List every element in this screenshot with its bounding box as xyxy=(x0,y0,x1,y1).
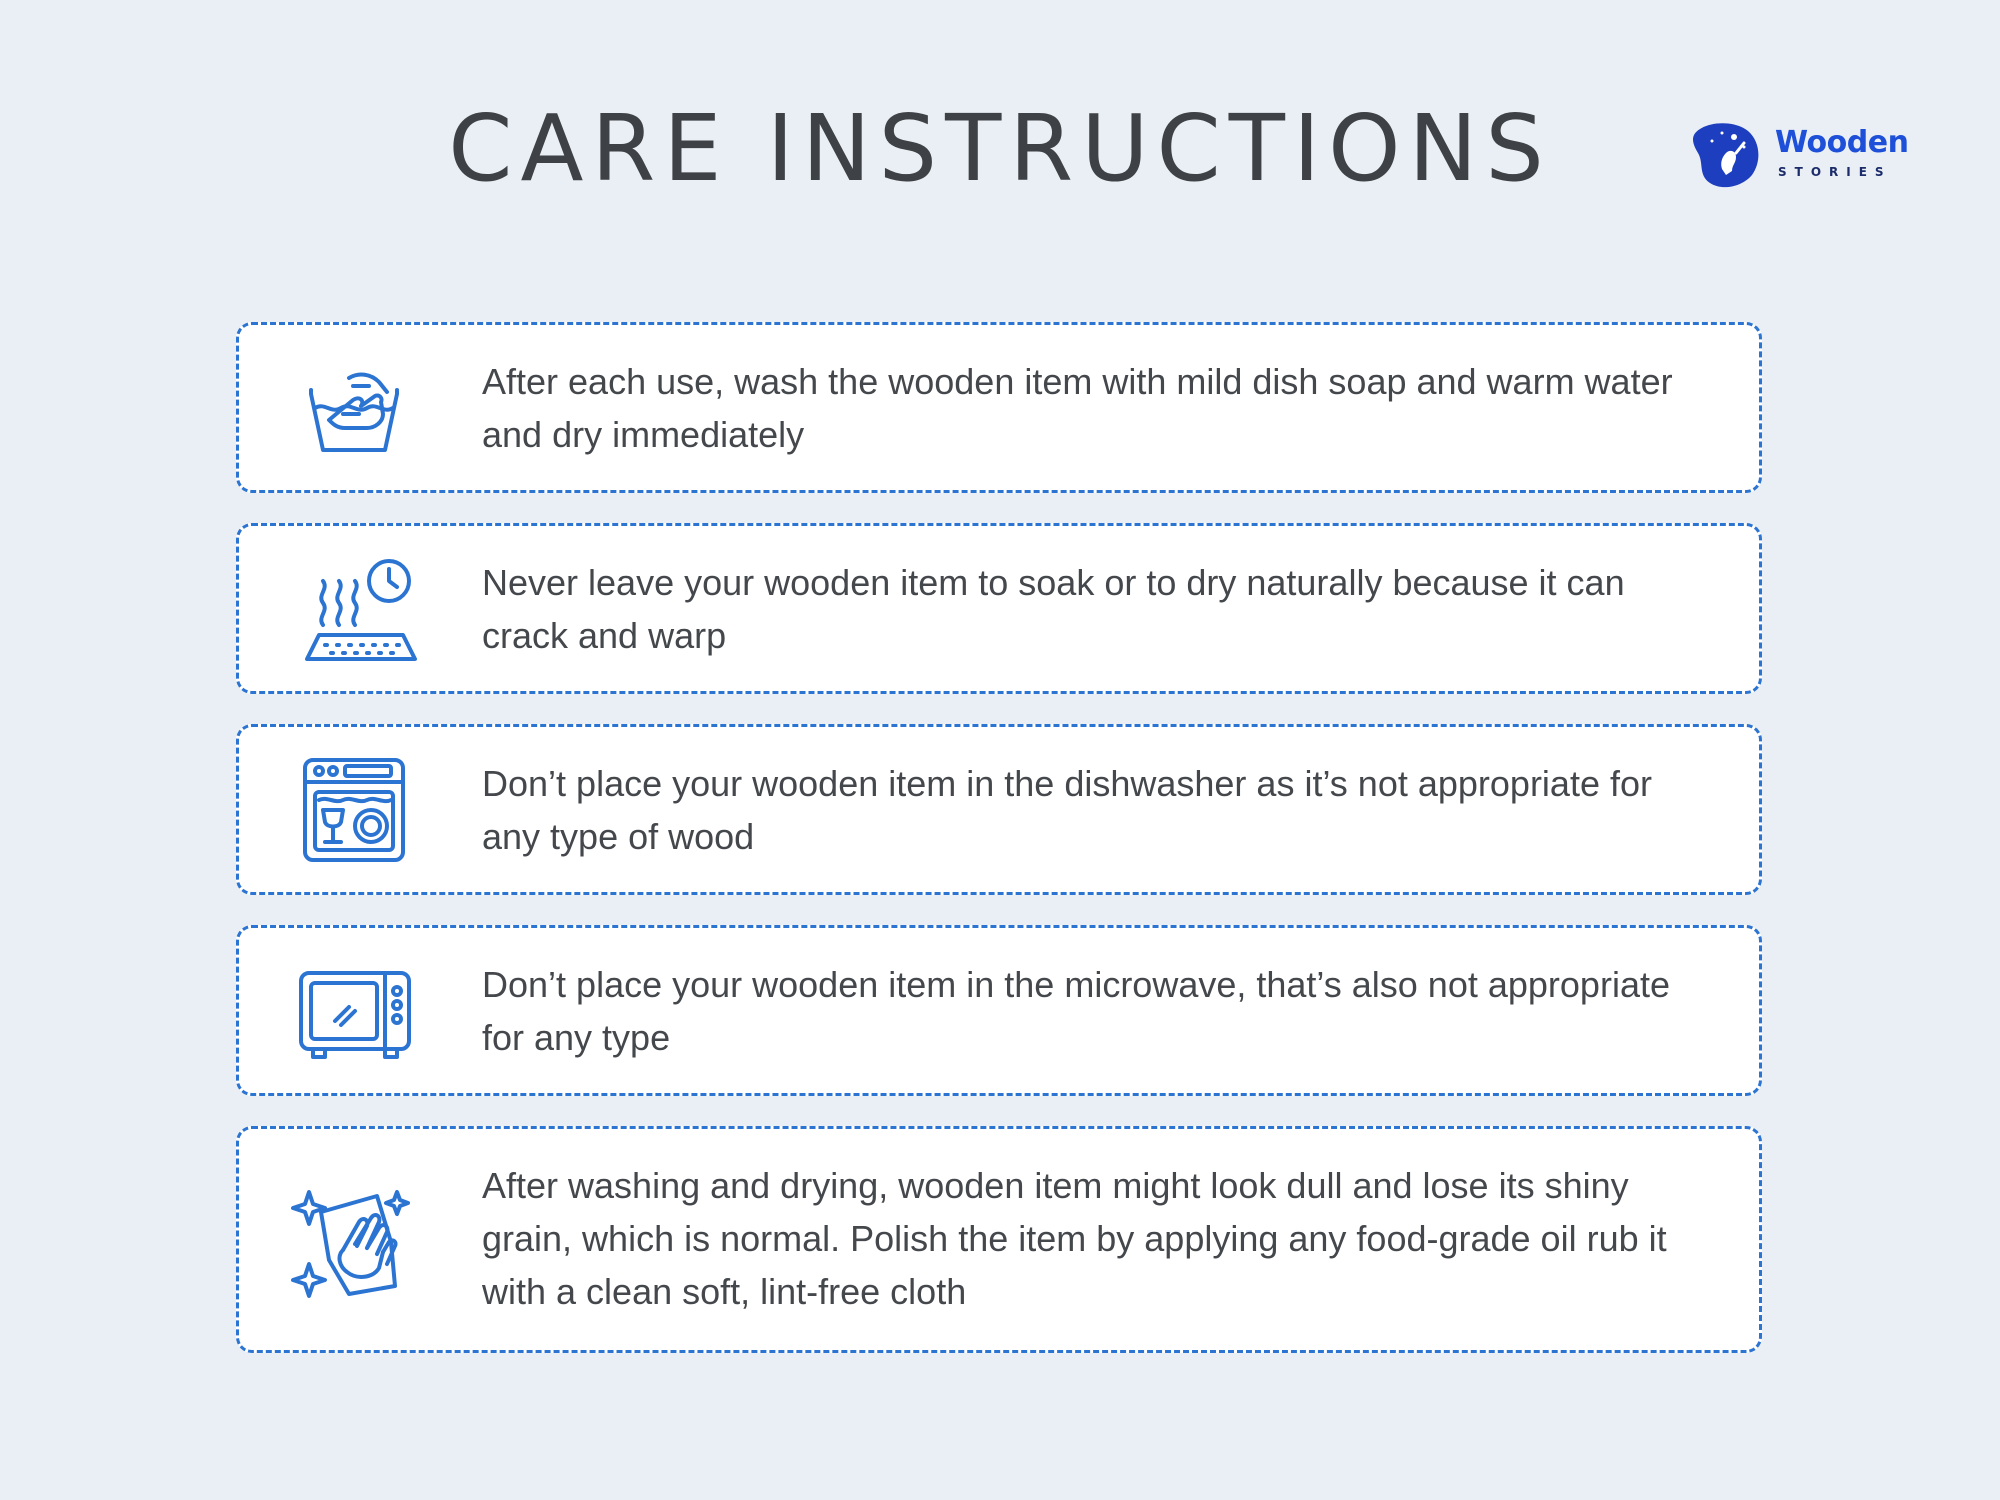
instruction-card-polish xyxy=(236,1126,1762,1353)
instruction-text: After washing and drying, wooden item might look dull and lose its shiny grain, which is normal. Polish the item by applying any food-grade oil rub it with a clean soft, lint-free cloth xyxy=(482,1165,1667,1312)
instruction-card-soak xyxy=(236,523,1762,694)
hand-wash-icon xyxy=(279,350,429,470)
instruction-card-dishwasher xyxy=(236,724,1762,895)
instruction-text: Don’t place your wooden item in the dishwasher as it’s not appropriate for any type of wood xyxy=(482,763,1652,857)
instruction-card-wash xyxy=(236,322,1762,493)
logo-subtitle: STORIES xyxy=(1778,165,1892,179)
wooden-stories-logo xyxy=(1692,123,1909,189)
instruction-card-microwave xyxy=(236,925,1762,1096)
dishwasher-icon xyxy=(279,752,429,872)
steam-dry-timer-icon xyxy=(279,551,429,671)
logo-mark-icon xyxy=(1692,123,1762,189)
instruction-text: After each use, wash the wooden item with mild dish soap and warm water and dry immediately xyxy=(482,361,1673,455)
logo-word: Wooden xyxy=(1775,125,1909,160)
instruction-text: Never leave your wooden item to soak or to dry naturally because it can crack and warp xyxy=(482,562,1625,656)
instruction-text: Don’t place your wooden item in the microwave, that’s also not appropriate for any type xyxy=(482,964,1670,1058)
page-title: CARE INSTRUCTIONS xyxy=(448,95,1552,202)
polish-cloth-icon xyxy=(279,1182,429,1302)
microwave-icon xyxy=(279,953,429,1073)
